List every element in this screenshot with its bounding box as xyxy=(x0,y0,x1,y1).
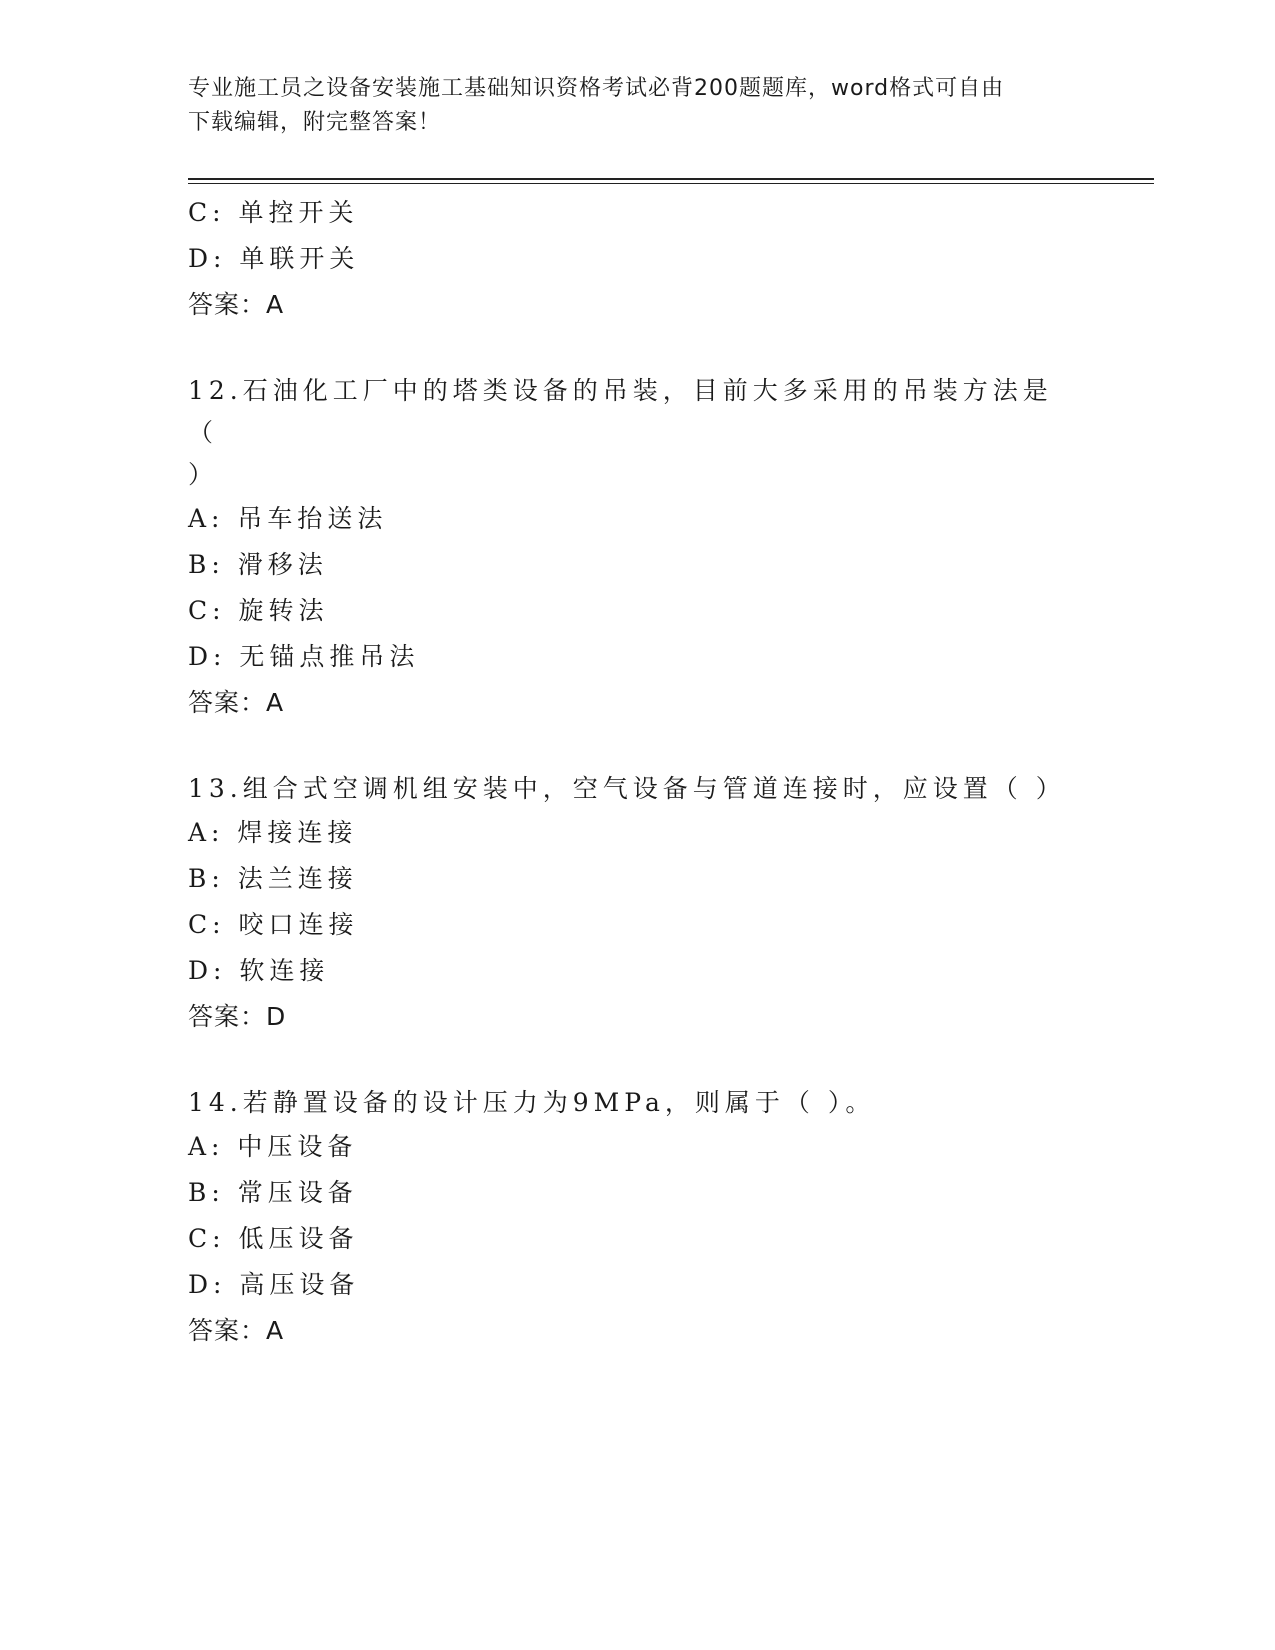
document-header xyxy=(188,72,1088,140)
question-text-continued: ） xyxy=(188,460,219,489)
question-content xyxy=(188,190,1068,1354)
option-c: C: 咬口连接 xyxy=(188,910,359,939)
option-c: C: 低压设备 xyxy=(188,1224,359,1253)
header-line-1: 专业施工员之设备安装施工基础知识资格考试必背200题题库，word格式可自由 xyxy=(188,76,1005,101)
option-d: D: 软连接 xyxy=(188,956,330,985)
option-a: A: 焊接连接 xyxy=(188,818,358,847)
option-b: B: 常压设备 xyxy=(188,1178,358,1207)
option-d: D: 高压设备 xyxy=(188,1270,360,1299)
option-c: C: 单控开关 xyxy=(188,198,359,227)
answer: 答案：A xyxy=(188,290,285,319)
option-a: A: 中压设备 xyxy=(188,1132,358,1161)
question-14 xyxy=(188,1082,1068,1354)
question-text: 14.若静置设备的设计压力为9MPa，则属于（ ）。 xyxy=(188,1088,876,1117)
option-c: C: 旋转法 xyxy=(188,596,329,625)
question-text: 12.石油化工厂中的塔类设备的吊装，目前大多采用的吊装方法是（ xyxy=(188,376,1053,447)
option-d: D: 单联开关 xyxy=(188,244,360,273)
answer: 答案：A xyxy=(188,1316,285,1345)
question-11-continued xyxy=(188,190,1068,328)
option-d: D: 无锚点推吊法 xyxy=(188,642,420,671)
header-line-2: 下载编辑，附完整答案！ xyxy=(188,110,442,135)
question-13 xyxy=(188,768,1068,1040)
option-a: A: 吊车抬送法 xyxy=(188,504,388,533)
option-b: B: 法兰连接 xyxy=(188,864,358,893)
header-divider-thick xyxy=(188,178,1154,180)
answer: 答案：A xyxy=(188,688,285,717)
question-12 xyxy=(188,370,1068,726)
option-b: B: 滑移法 xyxy=(188,550,328,579)
question-text: 13.组合式空调机组安装中，空气设备与管道连接时，应设置（ ） xyxy=(188,774,1066,803)
header-divider-thin xyxy=(188,183,1154,184)
answer: 答案：D xyxy=(188,1002,287,1031)
